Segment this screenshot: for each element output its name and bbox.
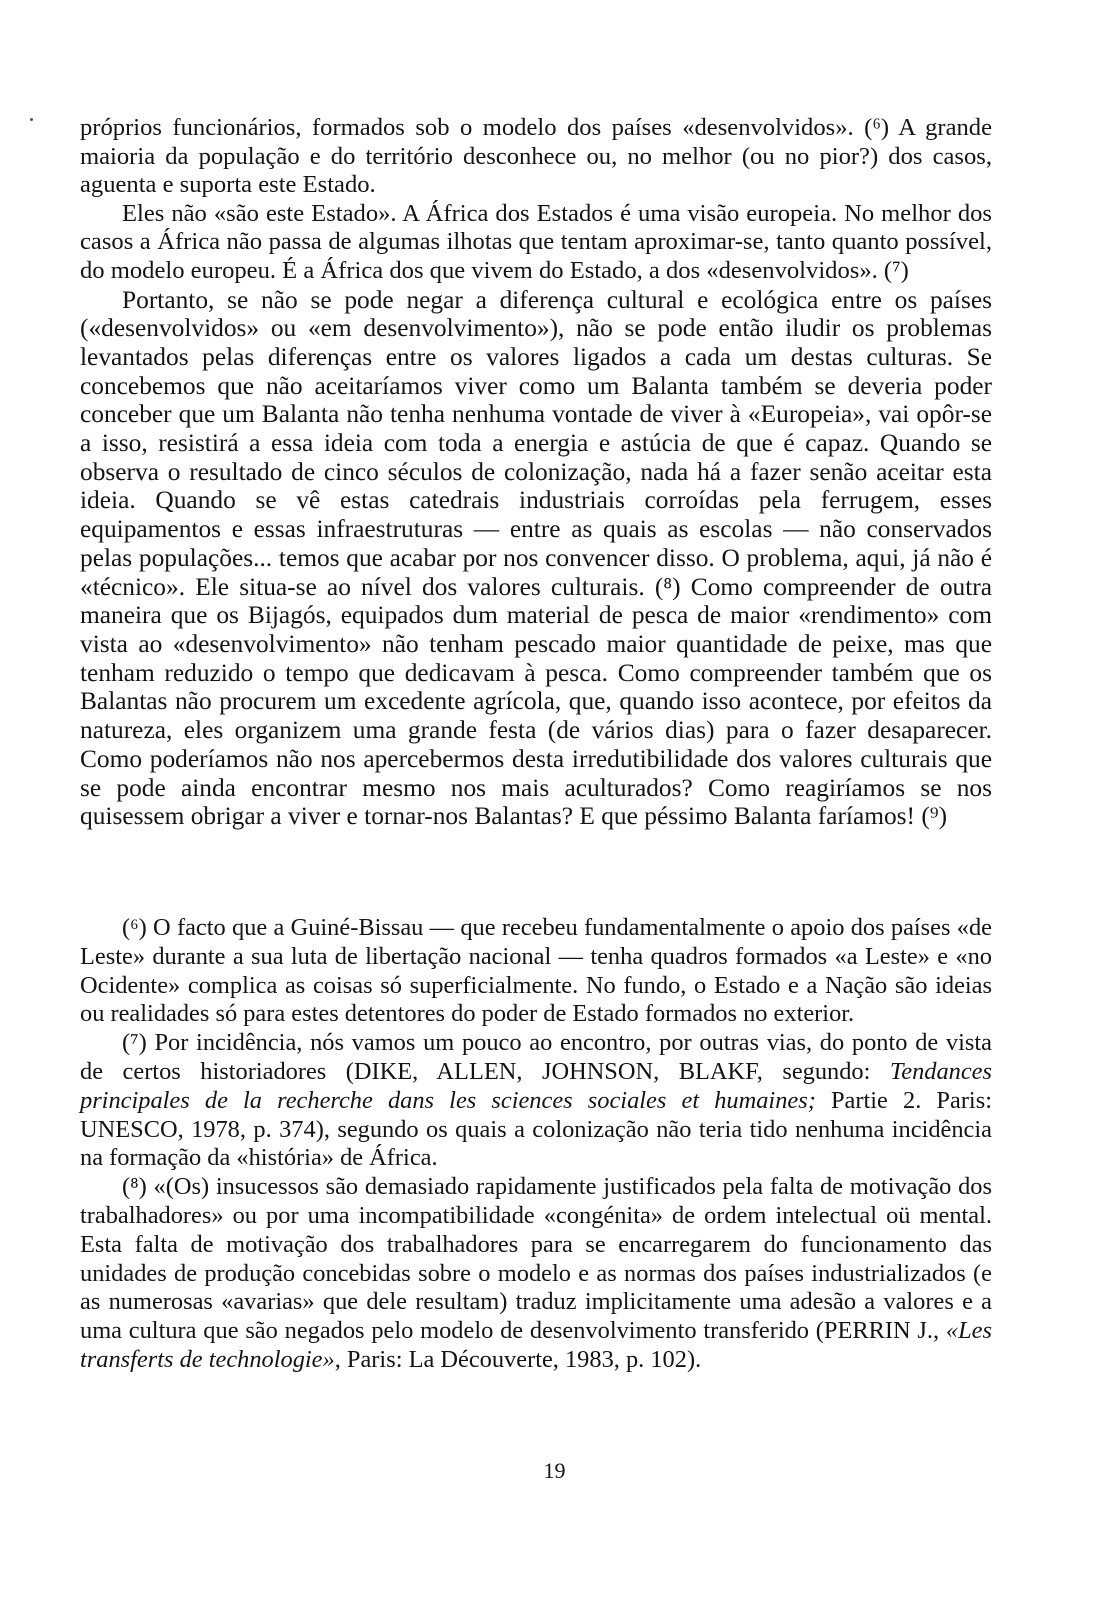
footnote-7-title: Tendances principales de la recherche dans les sciences sociales et humaines; — [80, 1057, 992, 1114]
footnote-8-text-a: (⁸) «(Os) insucessos são demasiado rapidamente justificados pela falta de motivação dos trabalhadores» ou por uma incompatibilidade «congénita» de ordem intelectual oü mental. Esta falta de motivação dos trabalhadores para se encarregarem do funcionamento das unidades de produção concebidas sobre o modelo e as normas dos países industrializados (e as numerosas «avarias» que dele resultam) traduz implicitamente uma adesão a valores e a uma cultura que são negados pelo modelo de desenvolvimento transferido (PERRIN J., — [80, 1173, 992, 1345]
paragraph-2: Eles não «são este Estado». A África dos Estados é uma visão europeia. No melhor dos casos a África não passa de algumas ilhotas que tentam aproximar-se, tanto quanto possível, do modelo europeu. É a África dos que vivem do Estado, a dos «desenvolvidos». (⁷) — [80, 199, 992, 284]
page-number: 19 — [543, 1458, 566, 1483]
footnote-7-text-a: (⁷) Por incidência, nós vamos um pouco ao encontro, por outras vias, do ponto de vista de certos historiadores (DIKE, ALLEN, JOHNSON, BLAKF, segundo: — [80, 1029, 992, 1085]
paragraph-1: próprios funcionários, formados sob o modelo dos países «desenvolvidos». (⁶) A grande maioria da população e do território desconhece ou, no melhor (ou no pior?) dos casos, aguenta e suporta este Estado. — [80, 114, 992, 199]
scan-speck — [30, 118, 33, 121]
footnote-7-text-b: Partie 2. Paris: UNESCO, 1978, p. 374), segundo os quais a colonização não teria tido nenhuma incidência na formação da «história» de África. — [80, 1086, 992, 1172]
footnote-7 — [80, 1029, 992, 1173]
paragraph-3: Portanto, se não se pode negar a diferença cultural e ecológica entre os países («desenvolvidos» ou «em desenvolvimento»), não se pode então iludir os problemas levantados pelas diferenças entre os valores ligados a cada um destas culturas. Se concebemos que não aceitaríamos viver como um Balanta também se deveria poder conceber que um Balanta não tenha nenhuma vontade de viver à «Europeia», vai opôr-se a isso, resistirá a essa ideia com toda a energia e astúcia de que é capaz. Quando se observa o resultado de cinco séculos de colonização, nada há a fazer senão aceitar esta ideia. Quando se vê estas catedrais industriais corroídas pela ferrugem, esses equipamentos e essas infraestruturas — entre as quais as escolas — não conservados pelas populações... temos que acabar por nos convencer disso. O problema, aqui, já não é «técnico». Ele situa-se ao nível dos valores culturais. (⁸) Como compreender de outra maneira que os Bijagós, equipados dum material de pesca de maior «rendimento» com vista ao «desenvolvimento» não tenham pescado maior quantidade de peixe, mas que tenham reduzido o tempo que dedicavam à pesca. Como compreender também que os Balantas não procurem um excedente agrícola, que, quando isso acontece, por efeitos da natureza, eles organizem uma grande festa (de vários dias) para o fazer desaparecer. Como poderíamos não nos apercebermos desta irredutibilidade dos valores culturais que se pode ainda encontrar mesmo nos mais aculturados? Como reagiríamos se nos quisessem obrigar a viver e tornar-nos Balantas? E que péssimo Balanta faríamos! (⁹) — [80, 285, 992, 831]
footnote-8-title: «Les transferts de technologie» — [80, 1317, 992, 1373]
footnote-8-text-b: , Paris: La Découverte, 1983, p. 102). — [334, 1345, 702, 1373]
footnote-6: (⁶) O facto que a Guiné-Bissau — que recebeu fundamentalmente o apoio dos países «de Leste» durante a sua luta de libertação nacional — tenha quadros formados «a Leste» e «no Ocidente» complica as coisas só superficialmente. No fundo, o Estado e a Nação são ideias ou realidades só para estes detentores do poder de Estado formados no exterior. — [80, 914, 992, 1028]
footnotes — [80, 914, 992, 1375]
main-text — [80, 114, 992, 831]
footnote-8 — [80, 1173, 992, 1375]
